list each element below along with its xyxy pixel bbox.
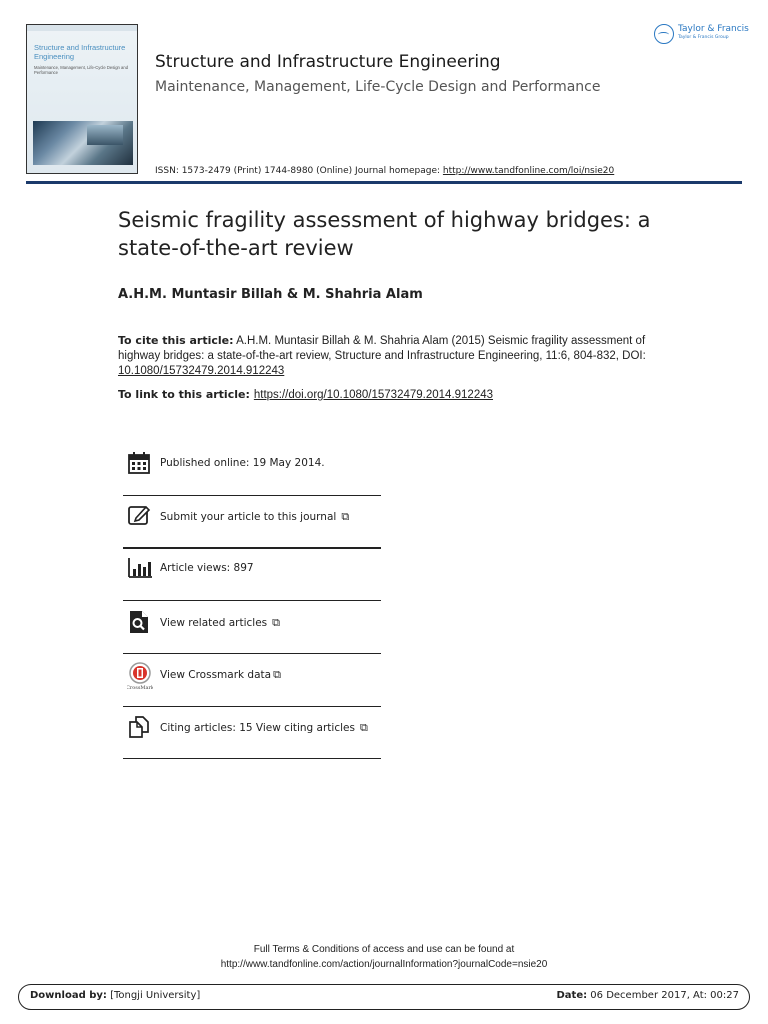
article-link-line	[118, 388, 493, 401]
crossmark-caption: CrossMark	[127, 685, 153, 690]
row-divider	[123, 653, 381, 654]
bar-chart-icon	[127, 556, 151, 580]
journal-cover-image	[26, 24, 138, 174]
header-rule	[26, 181, 742, 184]
row-divider	[123, 600, 381, 601]
external-link-icon: ⧉	[341, 510, 350, 523]
row-divider	[123, 495, 381, 496]
external-link-icon: ⧉	[272, 616, 280, 629]
journal-title: Structure and Infrastructure Engineering	[155, 52, 501, 72]
external-link-icon: ⧉	[273, 668, 281, 681]
publisher-logo[interactable]	[654, 22, 750, 46]
info-link-related[interactable]: View related articles ⧉	[160, 616, 280, 629]
publisher-group: Taylor & Francis Group	[678, 35, 729, 40]
info-label-views: Article views: 897	[160, 562, 254, 574]
info-link-crossmark[interactable]: View Crossmark data ⧉	[160, 668, 281, 681]
info-row-citing[interactable]	[123, 715, 381, 767]
calendar-icon	[127, 451, 151, 475]
issn-line	[155, 166, 614, 176]
journal-homepage-link[interactable]: http://www.tandfonline.com/loi/nsie20	[442, 166, 615, 176]
publisher-name: Taylor & Francis	[678, 24, 749, 34]
crossmark-icon	[127, 662, 153, 690]
publisher-logo-icon	[654, 24, 674, 44]
terms-notice	[0, 942, 768, 972]
search-document-icon	[127, 610, 151, 634]
row-divider	[123, 547, 381, 549]
cover-title: Structure and Infrastructure Engineering	[34, 43, 126, 61]
article-doi-link[interactable]: https://doi.org/10.1080/15732479.2014.912243	[253, 389, 494, 401]
edit-icon	[127, 504, 151, 528]
info-label-published: Published online: 19 May 2014.	[160, 457, 325, 469]
journal-subtitle: Maintenance, Management, Life-Cycle Design and Performance	[155, 79, 601, 95]
terms-line-1: Full Terms & Conditions of access and use can be found at	[253, 944, 515, 955]
download-date: Date: 06 December 2017, At: 00:27	[556, 990, 739, 1001]
row-divider	[123, 706, 381, 707]
issn-text: ISSN: 1573-2479 (Print) 1744-8980 (Online) Journal homepage:	[155, 166, 443, 176]
cover-subtitle: Maintenance, Management, Life-Cycle Design and Performance	[34, 65, 129, 75]
cite-label: To cite this article:	[118, 334, 234, 347]
download-by: Download by: [Tongji University]	[30, 990, 201, 1001]
citing-icon	[127, 715, 151, 739]
info-row-related[interactable]	[123, 610, 381, 662]
external-link-icon: ⧉	[359, 721, 368, 734]
info-link-submit[interactable]: Submit your article to this journal ⧉	[160, 510, 350, 523]
cite-text: A.H.M. Muntasir Billah & M. Shahria Alam (2015) Seismic fragility assessment of highway bridges: a state-of-the-art review, Structure and Infrastructure Engineering, 11:6, 804-832, DOI:	[118, 335, 646, 362]
terms-url[interactable]: http://www.tandfonline.com/action/journalInformation?journalCode=nsie20	[220, 959, 548, 970]
download-info-bar	[18, 984, 750, 1010]
cite-doi-link[interactable]: 10.1080/15732479.2014.912243	[118, 365, 285, 377]
info-link-citing[interactable]: Citing articles: 15 View citing articles ⧉	[160, 721, 368, 734]
citation-block	[118, 333, 658, 379]
link-label: To link to this article:	[118, 388, 250, 401]
row-divider	[123, 758, 381, 759]
article-authors[interactable]: A.H.M. Muntasir Billah & M. Shahria Alam	[118, 287, 423, 302]
article-title: Seismic fragility assessment of highway bridges: a state-of-the-art review	[118, 208, 651, 260]
